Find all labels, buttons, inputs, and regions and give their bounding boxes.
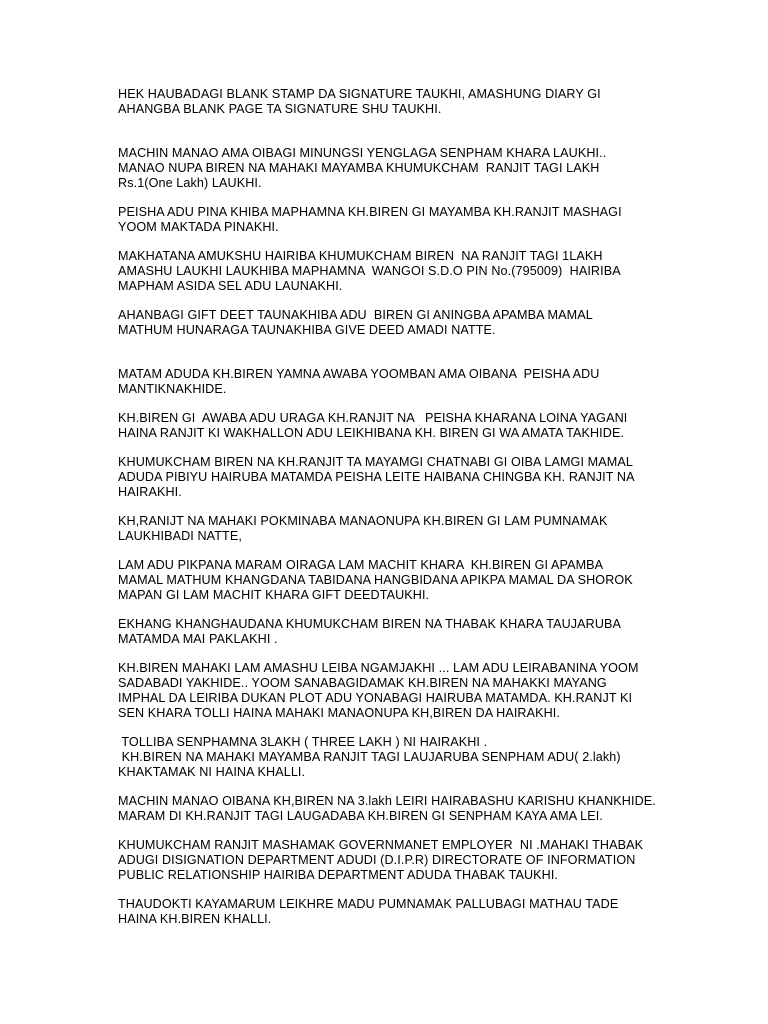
text-line: KH.BIREN NA MAHAKI MAYAMBA RANJIT TAGI LAUJARUBA SENPHAM ADU( 2.lakh) bbox=[118, 750, 621, 764]
text-line: PUBLIC RELATIONSHIP HAIRIBA DEPARTMENT ADUDA THABAK TAUKHI. bbox=[118, 868, 559, 882]
text-line: THAUDOKTI KAYAMARUM LEIKHRE MADU PUMNAMAK PALLUBAGI MATHAU TADE bbox=[118, 897, 619, 911]
text-line: MACHIN MANAO AMA OIBAGI MINUNGSI YENGLAGA SENPHAM KHARA LAUKHI.. bbox=[118, 146, 607, 160]
text-line: HEK HAUBADAGI BLANK STAMP DA SIGNATURE TAUKHI, AMASHUNG DIARY GI bbox=[118, 87, 601, 101]
paragraph-machin-manao bbox=[118, 794, 678, 824]
text-line: EKHANG KHANGHAUDANA KHUMUKCHAM BIREN NA THABAK KHARA TAUJARUBA bbox=[118, 617, 622, 631]
paragraph-blank-stamp bbox=[118, 87, 678, 117]
text-line: MAPHAM ASIDA SEL ADU LAUNAKHI. bbox=[118, 279, 343, 293]
text-line: MAKHATANA AMUKSHU HAIRIBA KHUMUKCHAM BIREN NA RANJIT TAGI 1LAKH bbox=[118, 249, 603, 263]
text-line: LAM ADU PIKPANA MARAM OIRAGA LAM MACHIT KHARA KH.BIREN GI APAMBA bbox=[118, 558, 604, 572]
text-line: TOLLIBA SENPHAMNA 3LAKH ( THREE LAKH ) NI HAIRAKHI . bbox=[118, 735, 488, 749]
paragraph-government-employer bbox=[118, 838, 678, 883]
text-line: ADUGI DISIGNATION DEPARTMENT ADUDI (D.I.P.R) DIRECTORATE OF INFORMATION bbox=[118, 853, 636, 867]
text-line: HAINA KH.BIREN KHALLI. bbox=[118, 912, 272, 926]
paragraph-pokminaba bbox=[118, 514, 678, 544]
paragraph-three-lakh bbox=[118, 735, 678, 780]
text-line: HAINA RANJIT KI WAKHALLON ADU LEIKHIBANA KH. BIREN GI WA AMATA TAKHIDE. bbox=[118, 426, 625, 440]
text-line: KHUMUKCHAM RANJIT MASHAMAK GOVERNMANET EMPLOYER NI .MAHAKI THABAK bbox=[118, 838, 644, 852]
text-line: MAPAN GI LAM MACHIT KHARA GIFT DEEDTAUKHI. bbox=[118, 588, 430, 602]
text-line: Rs.1(One Lakh) LAUKHI. bbox=[118, 176, 262, 190]
text-line: ADUDA PIBIYU HAIRUBA MATAMDA PEISHA LEITE HAIBANA CHINGBA KH. RANJIT NA bbox=[118, 470, 635, 484]
document-page bbox=[118, 87, 678, 927]
paragraph-gift-deet bbox=[118, 308, 678, 338]
paragraph-peisha-adu bbox=[118, 205, 678, 235]
text-line: KHUMUKCHAM BIREN NA KH.RANJIT TA MAYAMGI CHATNABI GI OIBA LAMGI MAMAL bbox=[118, 455, 633, 469]
text-line: MANAO NUPA BIREN NA MAHAKI MAYAMBA KHUMUKCHAM RANJIT TAGI LAKH bbox=[118, 161, 600, 175]
text-line: AHANGBA BLANK PAGE TA SIGNATURE SHU TAUKHI. bbox=[118, 102, 442, 116]
text-line: MARAM DI KH.RANJIT TAGI LAUGADABA KH.BIREN GI SENPHAM KAYA AMA LEI. bbox=[118, 809, 603, 823]
text-line: MAMAL MATHUM KHANGDANA TABIDANA HANGBIDANA APIKPA MAMAL DA SHOROK bbox=[118, 573, 633, 587]
text-line: KHAKTAMAK NI HAINA KHALLI. bbox=[118, 765, 306, 779]
text-line: LAUKHIBADI NATTE, bbox=[118, 529, 242, 543]
text-line: KH.BIREN MAHAKI LAM AMASHU LEIBA NGAMJAKHI ... LAM ADU LEIRABANINA YOOM bbox=[118, 661, 639, 675]
text-line: IMPHAL DA LEIRIBA DUKAN PLOT ADU YONABAGI HAIRUBA MATAMDA. KH.RANJT KI bbox=[118, 691, 633, 705]
text-line: SADABADI YAKHIDE.. YOOM SANABAGIDAMAK KH.BIREN NA MAHAKKI MAYANG bbox=[118, 676, 607, 690]
text-line: MACHIN MANAO OIBANA KH,BIREN NA 3.lakh LEIRI HAIRABASHU KARISHU KHANKHIDE. bbox=[118, 794, 656, 808]
paragraph-matam-aduda bbox=[118, 367, 678, 397]
text-line: KH,RANIJT NA MAHAKI POKMINABA MANAONUPA KH.BIREN GI LAM PUMNAMAK bbox=[118, 514, 608, 528]
text-line: HAIRAKHI. bbox=[118, 485, 182, 499]
paragraph-makhatana bbox=[118, 249, 678, 294]
text-line: AMASHU LAUKHI LAUKHIBA MAPHAMNA WANGOI S.D.O PIN No.(795009) HAIRIBA bbox=[118, 264, 621, 278]
paragraph-awaba-adu bbox=[118, 411, 678, 441]
paragraph-lam-adu bbox=[118, 558, 678, 603]
text-line: YOOM MAKTADA PINAKHI. bbox=[118, 220, 279, 234]
text-line: SEN KHARA TOLLI HAINA MAHAKI MANAONUPA KH,BIREN DA HAIRAKHI. bbox=[118, 706, 561, 720]
text-line: MATAMDA MAI PAKLAKHI . bbox=[118, 632, 278, 646]
text-line: MATHUM HUNARAGA TAUNAKHIBA GIVE DEED AMADI NATTE. bbox=[118, 323, 496, 337]
paragraph-thaudokti bbox=[118, 897, 678, 927]
paragraph-chatnabi bbox=[118, 455, 678, 500]
paragraph-ekhang bbox=[118, 617, 678, 647]
text-line: MANTIKNAKHIDE. bbox=[118, 382, 227, 396]
text-line: MATAM ADUDA KH.BIREN YAMNA AWABA YOOMBAN AMA OIBANA PEISHA ADU bbox=[118, 367, 600, 381]
text-line: KH.BIREN GI AWABA ADU URAGA KH.RANJIT NA PEISHA KHARANA LOINA YAGANI bbox=[118, 411, 628, 425]
paragraph-lam-amashu bbox=[118, 661, 678, 721]
text-line: AHANBAGI GIFT DEET TAUNAKHIBA ADU BIREN GI ANINGBA APAMBA MAMAL bbox=[118, 308, 593, 322]
paragraph-one-lakh bbox=[118, 146, 678, 191]
text-line: PEISHA ADU PINA KHIBA MAPHAMNA KH.BIREN GI MAYAMBA KH.RANJIT MASHAGI bbox=[118, 205, 622, 219]
